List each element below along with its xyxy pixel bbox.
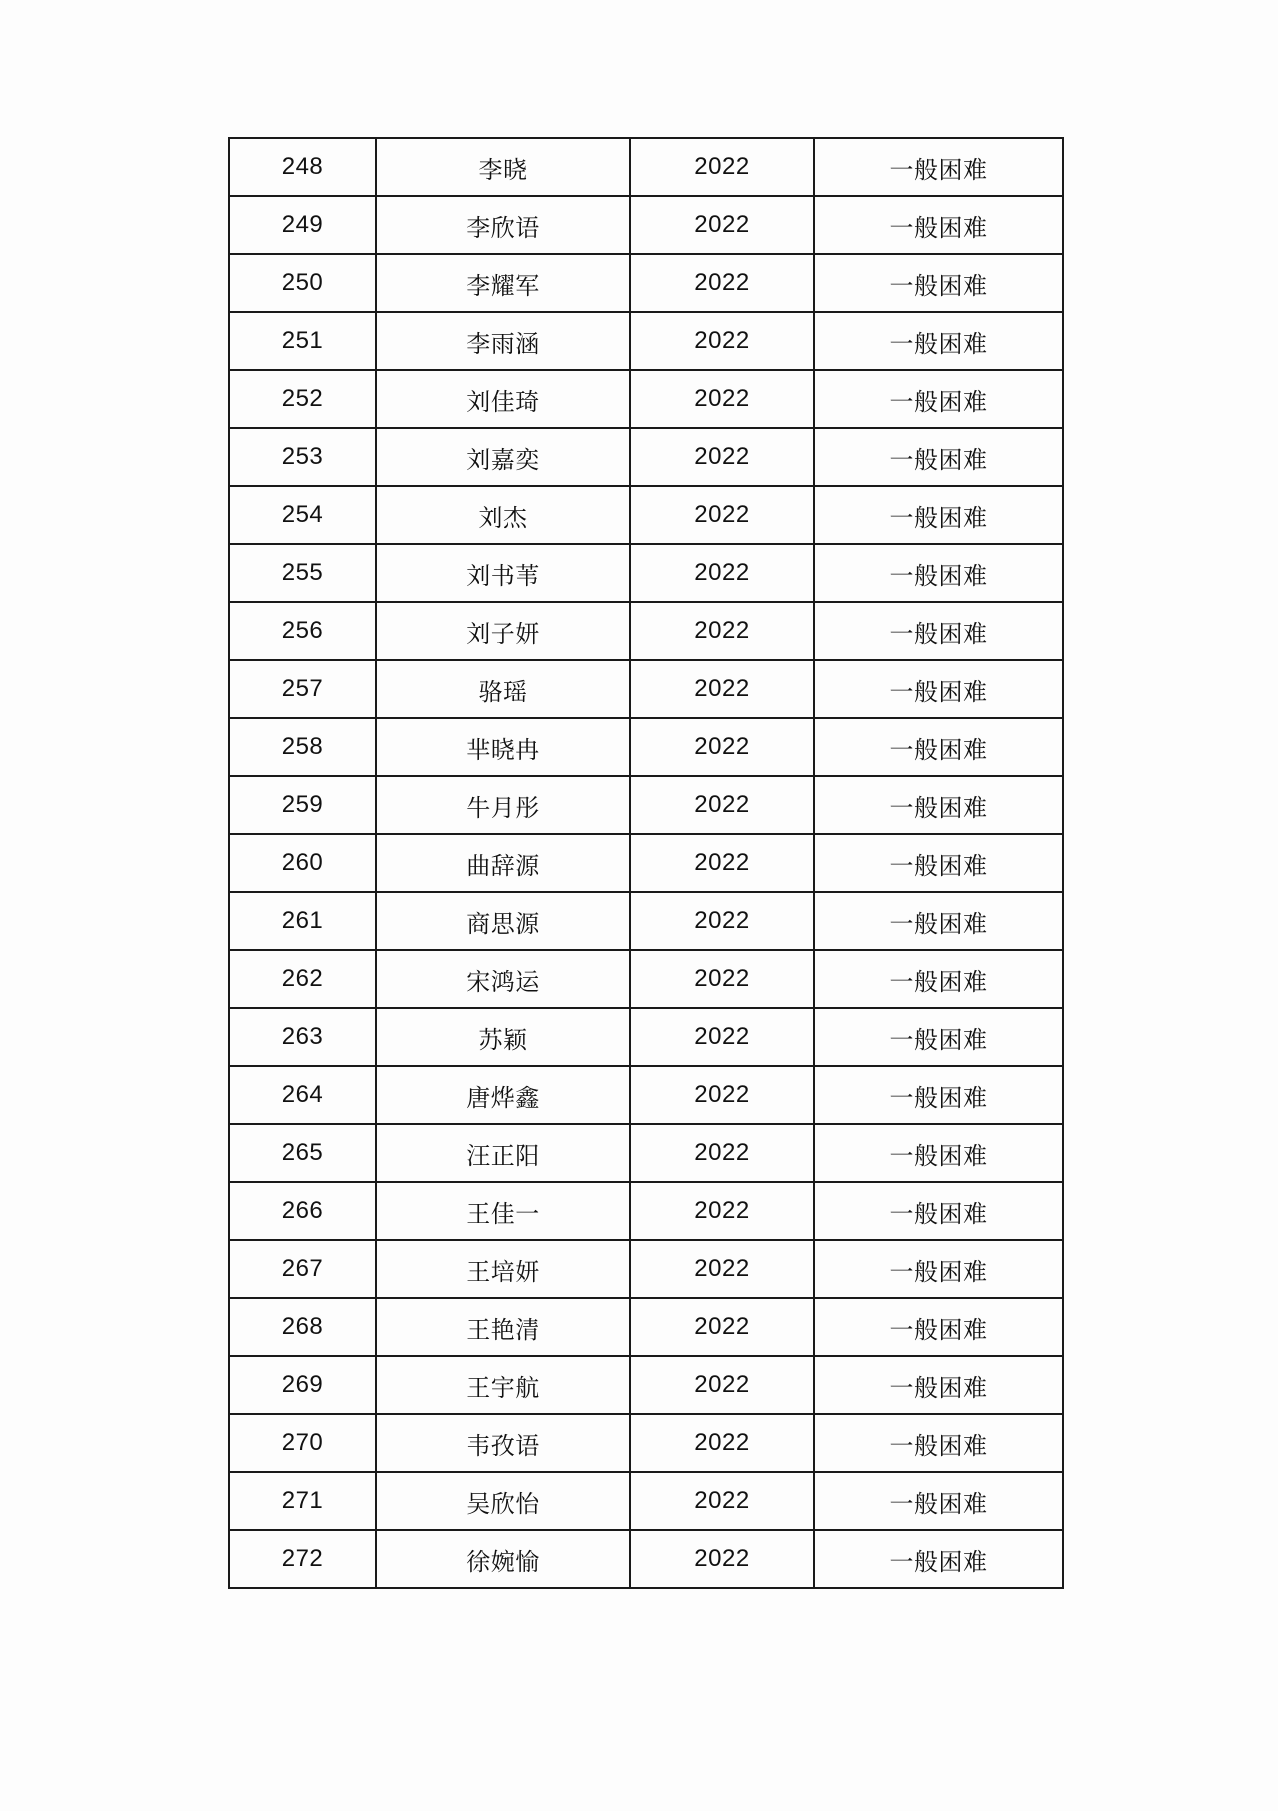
table-row — [229, 602, 1063, 660]
table-row — [229, 1356, 1063, 1414]
table-row — [229, 138, 1063, 196]
table-row — [229, 892, 1063, 950]
year-cell: 2022 — [630, 1066, 814, 1124]
difficulty-level-cell: 一般困难 — [814, 950, 1063, 1008]
student-roster-table — [228, 137, 1064, 1589]
table-row — [229, 1240, 1063, 1298]
student-name-cell: 苏颖 — [376, 1008, 630, 1066]
year-cell: 2022 — [630, 1240, 814, 1298]
student-name-cell: 牛月彤 — [376, 776, 630, 834]
year-cell: 2022 — [630, 1182, 814, 1240]
student-name-cell: 李欣语 — [376, 196, 630, 254]
year-cell: 2022 — [630, 1124, 814, 1182]
difficulty-level-cell: 一般困难 — [814, 428, 1063, 486]
table-row — [229, 196, 1063, 254]
student-name-cell: 刘书苇 — [376, 544, 630, 602]
table-row — [229, 1182, 1063, 1240]
table-row — [229, 834, 1063, 892]
row-number-cell: 272 — [229, 1530, 376, 1588]
difficulty-level-cell: 一般困难 — [814, 1066, 1063, 1124]
row-number-cell: 250 — [229, 254, 376, 312]
difficulty-level-cell: 一般困难 — [814, 1530, 1063, 1588]
difficulty-level-cell: 一般困难 — [814, 312, 1063, 370]
year-cell: 2022 — [630, 370, 814, 428]
difficulty-level-cell: 一般困难 — [814, 370, 1063, 428]
row-number-cell: 268 — [229, 1298, 376, 1356]
table-row — [229, 428, 1063, 486]
difficulty-level-cell: 一般困难 — [814, 892, 1063, 950]
year-cell: 2022 — [630, 660, 814, 718]
year-cell: 2022 — [630, 1008, 814, 1066]
student-name-cell: 刘子妍 — [376, 602, 630, 660]
year-cell: 2022 — [630, 254, 814, 312]
row-number-cell: 248 — [229, 138, 376, 196]
table-row — [229, 1414, 1063, 1472]
year-cell: 2022 — [630, 312, 814, 370]
row-number-cell: 255 — [229, 544, 376, 602]
table-row — [229, 1066, 1063, 1124]
table-row — [229, 660, 1063, 718]
row-number-cell: 249 — [229, 196, 376, 254]
difficulty-level-cell: 一般困难 — [814, 1240, 1063, 1298]
difficulty-level-cell: 一般困难 — [814, 602, 1063, 660]
student-name-cell: 李晓 — [376, 138, 630, 196]
difficulty-level-cell: 一般困难 — [814, 196, 1063, 254]
row-number-cell: 252 — [229, 370, 376, 428]
student-name-cell: 吴欣怡 — [376, 1472, 630, 1530]
difficulty-level-cell: 一般困难 — [814, 1298, 1063, 1356]
year-cell: 2022 — [630, 196, 814, 254]
year-cell: 2022 — [630, 1530, 814, 1588]
year-cell: 2022 — [630, 544, 814, 602]
table-row — [229, 776, 1063, 834]
table-row — [229, 950, 1063, 1008]
student-name-cell: 王艳清 — [376, 1298, 630, 1356]
year-cell: 2022 — [630, 1298, 814, 1356]
year-cell: 2022 — [630, 602, 814, 660]
difficulty-level-cell: 一般困难 — [814, 718, 1063, 776]
difficulty-level-cell: 一般困难 — [814, 1008, 1063, 1066]
student-name-cell: 徐婉愉 — [376, 1530, 630, 1588]
student-name-cell: 汪正阳 — [376, 1124, 630, 1182]
student-name-cell: 韦孜语 — [376, 1414, 630, 1472]
year-cell: 2022 — [630, 776, 814, 834]
table-row — [229, 1124, 1063, 1182]
difficulty-level-cell: 一般困难 — [814, 486, 1063, 544]
student-name-cell: 王培妍 — [376, 1240, 630, 1298]
year-cell: 2022 — [630, 1414, 814, 1472]
roster-body — [229, 138, 1063, 1588]
year-cell: 2022 — [630, 834, 814, 892]
row-number-cell: 267 — [229, 1240, 376, 1298]
difficulty-level-cell: 一般困难 — [814, 834, 1063, 892]
table-row — [229, 718, 1063, 776]
year-cell: 2022 — [630, 428, 814, 486]
difficulty-level-cell: 一般困难 — [814, 138, 1063, 196]
student-name-cell: 王宇航 — [376, 1356, 630, 1414]
row-number-cell: 259 — [229, 776, 376, 834]
year-cell: 2022 — [630, 138, 814, 196]
difficulty-level-cell: 一般困难 — [814, 544, 1063, 602]
student-name-cell: 芈晓冉 — [376, 718, 630, 776]
table-row — [229, 544, 1063, 602]
row-number-cell: 261 — [229, 892, 376, 950]
year-cell: 2022 — [630, 1472, 814, 1530]
row-number-cell: 262 — [229, 950, 376, 1008]
year-cell: 2022 — [630, 892, 814, 950]
row-number-cell: 271 — [229, 1472, 376, 1530]
student-name-cell: 唐烨鑫 — [376, 1066, 630, 1124]
difficulty-level-cell: 一般困难 — [814, 1472, 1063, 1530]
difficulty-level-cell: 一般困难 — [814, 254, 1063, 312]
row-number-cell: 251 — [229, 312, 376, 370]
row-number-cell: 269 — [229, 1356, 376, 1414]
row-number-cell: 263 — [229, 1008, 376, 1066]
table-row — [229, 1008, 1063, 1066]
student-name-cell: 骆瑶 — [376, 660, 630, 718]
difficulty-level-cell: 一般困难 — [814, 1124, 1063, 1182]
difficulty-level-cell: 一般困难 — [814, 1414, 1063, 1472]
table-row — [229, 370, 1063, 428]
student-name-cell: 李耀军 — [376, 254, 630, 312]
row-number-cell: 270 — [229, 1414, 376, 1472]
table-row — [229, 254, 1063, 312]
student-name-cell: 曲辞源 — [376, 834, 630, 892]
table-row — [229, 1298, 1063, 1356]
year-cell: 2022 — [630, 950, 814, 1008]
table-row — [229, 1472, 1063, 1530]
table-row — [229, 312, 1063, 370]
student-name-cell: 刘佳琦 — [376, 370, 630, 428]
student-name-cell: 商思源 — [376, 892, 630, 950]
student-name-cell: 宋鸿运 — [376, 950, 630, 1008]
row-number-cell: 253 — [229, 428, 376, 486]
table-row — [229, 486, 1063, 544]
row-number-cell: 260 — [229, 834, 376, 892]
row-number-cell: 265 — [229, 1124, 376, 1182]
student-name-cell: 刘杰 — [376, 486, 630, 544]
student-name-cell: 王佳一 — [376, 1182, 630, 1240]
table-row — [229, 1530, 1063, 1588]
student-name-cell: 刘嘉奕 — [376, 428, 630, 486]
year-cell: 2022 — [630, 486, 814, 544]
year-cell: 2022 — [630, 1356, 814, 1414]
difficulty-level-cell: 一般困难 — [814, 660, 1063, 718]
difficulty-level-cell: 一般困难 — [814, 1356, 1063, 1414]
row-number-cell: 264 — [229, 1066, 376, 1124]
row-number-cell: 256 — [229, 602, 376, 660]
row-number-cell: 258 — [229, 718, 376, 776]
row-number-cell: 266 — [229, 1182, 376, 1240]
difficulty-level-cell: 一般困难 — [814, 776, 1063, 834]
year-cell: 2022 — [630, 718, 814, 776]
row-number-cell: 254 — [229, 486, 376, 544]
row-number-cell: 257 — [229, 660, 376, 718]
difficulty-level-cell: 一般困难 — [814, 1182, 1063, 1240]
student-name-cell: 李雨涵 — [376, 312, 630, 370]
